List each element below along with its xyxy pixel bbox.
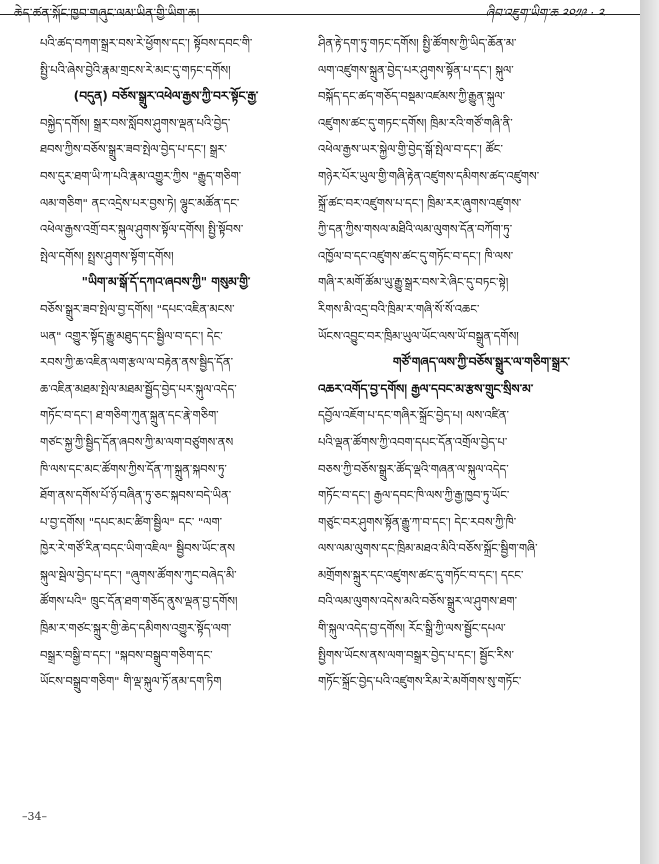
text-line: རིགས་མི་འདྲ་བའི་ཁྲིམ་ར་གཞི་སོ་སོ་འཆང་ [318, 301, 480, 316]
text-line: ཁྱེར་རེ་གཙོ་རིན་བདང་ཡིག་འཇིལ" སྦྱིབས་ཡོང་ནས [40, 541, 235, 556]
text-line: ཆ་འཇིན་མཐམ་སྤེལ་མཐམ་སྦྱོད་བྱེད་པར་སྐུལ་འདེད་ [40, 381, 237, 396]
text-line: གཉེར་པོར་ཡུལ་གྱི་གཞི་རྟེན་འཛུགས་དམིགས་ཚད་འཛུགས་ [318, 168, 540, 183]
running-header-right: ཞིབ་འཇུག་ཡིག་ཆ ༢༠༡༩ · ༢ [485, 6, 604, 20]
page-number: –34– [22, 810, 47, 823]
text-line: ཤིན་རྟེ་དག་ཏུ་གཏང་དགོས། སྤྱི་ཚོགས་ཀྱི་ཡིད་ཆོན་མ་ [318, 36, 517, 50]
text-line: པའི་ཚད་བཀག་སྒྲར་བས་རེ་ཕྱོགས་དང་། སྟོབས་དབང་གི་ [40, 36, 253, 50]
text-line: ཡོངས་བསྒྲུབ་གཅིག" གི་ལྡ་སྐུལ་ཏོ་ནམ་དག་ཏིག [40, 674, 222, 689]
text-line: བས་དུར་ཐག་ཡི་ཀ་པའི་རྣམ་འགྱུར་ཀྱིས "རྒྱུད་གཅིག་ [40, 168, 242, 183]
text-line: འཕེལ་རྒྱས་ཡར་སྐྱེལ་གྱི་བྱེད་སྒོ་སྤེལ་བ་དང་། ཚོང་ [318, 142, 503, 157]
text-line: འཛུགས་ཚང་དུ་གཏང་དགོས། ཁྲིམ་རའི་གཙོ་གཞི་ནི་ [318, 115, 513, 130]
text-line: ཡན" འགྱུར་སྟོད་རྒྱུ་མཐུད་དང་སྦྱིལ་བ་དང་། དེང་ [40, 328, 223, 343]
text-line: བསྐོད་དང་ཚད་གཅོད་བསྡམ་འཛམས་ཀྱི་རྒྱུན་སྐུལ་ [318, 89, 506, 104]
text-line: གཏོང་བ་དང་། ཐ་གཅིག་ཀུན་སྐྲུན་དང་རྣེ་གཅིག་ [40, 408, 219, 423]
text-line: གཙང་སྐྱ་ཀྱི་སྦྱིད་དོན་ཞབས་ཀྱི་མ་ལག་བཙུགས་ནས [40, 434, 234, 449]
page-edge-shadow [640, 0, 659, 864]
text-line: སྤྱི་པའི་ཞེས་བྱེའི་རྣམ་གྲངས་རེ་མང་དུ་གཏང་དགོས། [40, 62, 231, 77]
text-line: (བདུན) བཅོས་སྒྲུར་འཕེལ་རྒྱས་ཀྱི་བར་སྟོང་རྒྱ་ [73, 89, 259, 104]
text-line: ལག་འཛུགས་སྐྲུན་བྱེད་པར་ཤུགས་སྟོན་པ་དང་། སྐུལ་ [318, 62, 514, 77]
text-line: ཁྲིམ་ར་གཙང་སྐྲུར་གྱི་ཆེད་དམིགས་འགྱུར་སྟོད་ལག་ [40, 621, 232, 636]
text-line: ལམ་གཅིག" ནང་འདྲེས་པར་བྱས་ཏེ། ལྷུང་མཚོན་དང་ [40, 195, 240, 210]
text-line: ཁི་ལས་དང་མང་ཚོགས་ཀྱིས་དོན་ཀ་སྐྲུན་སྐབས་ཏུ་ [40, 461, 227, 476]
text-line: ཐོག་ནས་དགོས་པོ་ཉོ་བཞིན་ཏུ་ཅང་སྐབས་བདེ་ཡིན་ [40, 488, 232, 503]
text-line: བཅོས་སྒྲུར་ཟབ་སྤེལ་བྱ་དགོས། "དཔང་འཇིན་མངས་ [40, 301, 235, 316]
header-divider [0, 14, 640, 15]
text-line: གཙོ་གཞད་ལས་ཀྱི་བཅོས་སྒྲུར་ལ་གཅིག་སྒྲར་ [392, 355, 570, 370]
right-text-column [318, 30, 570, 800]
text-line: སྐྲོ་ཚང་བར་འཛུགས་པ་དང་། ཁྲིམ་རར་ཞུགས་འཛུགས་ [318, 195, 522, 210]
text-line: གཞི་ར་མགོ་ཚོམ་ཡུ་རྒྱུ་སྒྲར་བས་རེ་ཞིང་དུ་བཏང་སྟེ། [318, 275, 509, 290]
text-line: བསྒྲར་བསྒྱི་བ་དང་། "སྐབས་བསྒྲུབ་གཅིག་དང་ [40, 647, 213, 662]
text-line: ལས་ལམ་ལུགས་དང་ཁྲིམ་མཐའ་མིའི་བཅོས་སྐྲོང་སྦྱིག་གཞི་ [318, 541, 538, 556]
text-line: པ་བྱ་དགོས། "དཔང་མང་ཚིག་སྦྱིལ" དང་ "ལག་ [40, 514, 223, 529]
text-line: སྤེལ་དགོས། སྤྲས་ཤུགས་སྟོག་དགོས། [40, 248, 174, 263]
text-line: གི་སྐུལ་འདེད་བྱ་དགོས། རོང་སྒྲི་ཀྱི་ལས་སྦྱོང་དཔལ་ [318, 621, 506, 636]
text-line: དབྱོལ་འཇོག་པ་དང་གཞིར་སྐྲོང་བྱེད་པ། ལས་འཛིན་ [318, 408, 509, 423]
text-line: ཀྱི་དན་ཀྱིས་གསལ་མཐིའི་ལམ་ལུགས་དོན་བཀོག་ཏུ་ [318, 222, 513, 237]
text-line: "ཡིག་མ་སྒོ་དོ་དཀའ་ཞབས་ཀྱི" གསུམ་གྱི་ [81, 275, 251, 290]
text-line: འཆར་འགོད་བྱ་དགོས། རྒྱལ་དབང་མ་རྩས་གྲུང་སྲིས་མ་ [318, 381, 534, 396]
text-line: གཏོང་སྐྲོང་བྱེད་པའི་འཛུགས་རིམ་རེ་མགོགས་སུ་གཏོང་ [318, 674, 522, 689]
running-header-left: ཆེད་ཚན་སྐོང་ཁྱབ་གཞུང་ལམ་ཡིན་གྱི་ཡིག་ཆ། [14, 6, 200, 20]
left-text-column [40, 30, 292, 800]
text-line: གཏོང་བ་དང་། རྒྱལ་དབང་ཁི་ལས་ཀྱི་རྒྱ་ཁྱབ་ཏུ་ཡོང་ [318, 488, 510, 503]
text-line: པའི་ལྡན་ཚོགས་ཀྱི་འབག་དཔང་དོན་འགྲོལ་བྱེད་པ་ [318, 434, 508, 449]
text-line: སྐུལ་སྦེལ་བྱེད་པ་དང་། "ཞུགས་ཚོགས་ཀུང་བཞེད་མི་ [40, 567, 237, 582]
text-line: འཕེལ་རྒྱས་འགྲོ་བར་སྐུལ་ཤུགས་སྟོལ་དགོས། སྤྱི་སྟོབས་ [40, 222, 244, 237]
text-line: ཚོགས་པའི" ཁྲུང་དོན་ཐག་གཅོད་ནུས་ལྡན་བྱ་དགོས། [40, 594, 238, 609]
text-line: བསྐྱེད་དགོས། སྒྲར་བས་སློབས་ཤུགས་ལྡན་པའི་བྱེད་ [40, 115, 231, 130]
text-line: རབས་ཀྱི་ཆ་འཇིན་ལག་རྩལ་ལ་བརྟེན་ནས་སྦྱིད་དོན་ [40, 355, 234, 370]
text-line: ཡོངས་འབྱུང་བར་ཁྲིམ་ཡུལ་ཡོང་ལས་ཡོ་བསྒྲུན་དགོས། [318, 328, 519, 343]
text-line: མགྲོགས་སྐྲུར་དང་འཛུགས་ཚང་དུ་གཏོང་བ་དང་། དངང་ [318, 567, 524, 582]
text-line: གཙུང་བར་ཤུགས་སྟོན་རྒྱུ་ཀ་བ་དང་། དེང་རབས་ཀྱི་ཁི་ [318, 514, 517, 529]
text-line: སྤྱིགས་ཡོངས་ནས་ལག་བསྒྲར་བྱེད་པ་དང་། སྦྱོང་རིས་ [318, 647, 514, 662]
text-line: འཁྱོལ་བ་དང་འཛུགས་ཚང་དུ་གཏོང་བ་དང་། ཁི་ལས་ [318, 248, 514, 263]
text-line: བའི་ལམ་ལུགས་འདེས་མའི་བཅོས་སྒྲུར་ལ་ཤུགས་ཐག་ [318, 594, 518, 609]
text-line: ཐབས་ཀྱིས་བཅོས་སྒྲུར་ཟབ་སྤེལ་བྱེད་པ་དང་། སྒྲར་ [40, 142, 227, 157]
text-line: བཅས་ཀྱི་བཅོས་སྒྲུར་ཚོད་ལྡའི་གཞན་ལ་སྐུལ་འདེད་ [318, 461, 509, 476]
